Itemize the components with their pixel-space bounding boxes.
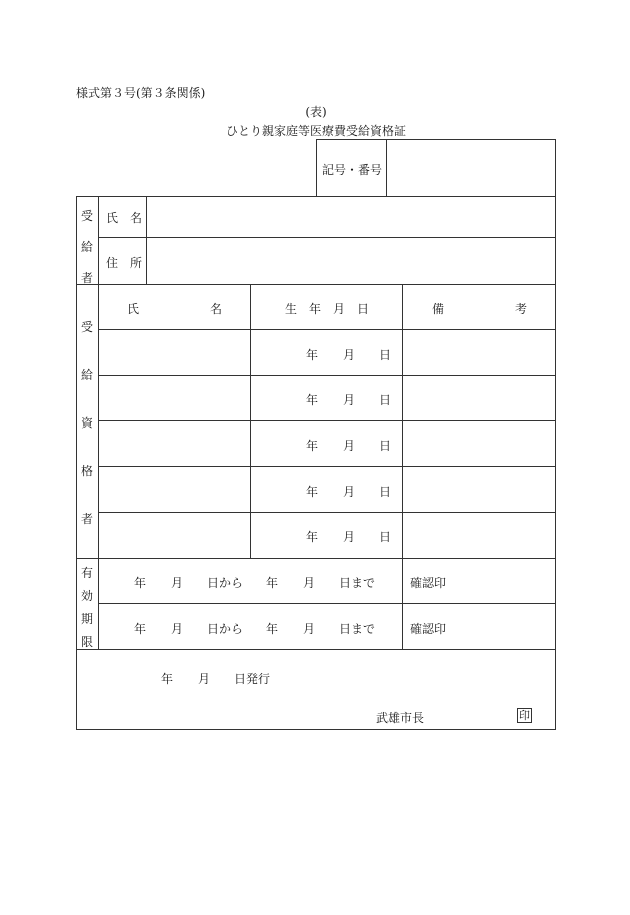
eligible-name-field[interactable] xyxy=(100,514,248,556)
birth-day: 日 xyxy=(379,485,392,499)
remarks-field[interactable] xyxy=(404,468,553,510)
form-label: 様式第３号(第３条関係) xyxy=(76,86,206,100)
remarks-field[interactable] xyxy=(404,422,553,464)
valid-until-year: 年 xyxy=(266,622,279,636)
header-remarks-left: 備 xyxy=(432,302,445,316)
birth-day: 日 xyxy=(379,439,392,453)
eligible-name-field[interactable] xyxy=(100,422,248,464)
seal-stamp: 印 xyxy=(519,709,530,722)
birth-year: 年 xyxy=(306,439,319,453)
birth-year: 年 xyxy=(306,393,319,407)
eligible-name-field[interactable] xyxy=(100,377,248,419)
record-number-label: 記号・番号 xyxy=(322,163,383,177)
valid-from-month: 月 xyxy=(171,576,184,590)
issuer-name: 武雄市長 xyxy=(376,711,425,725)
header-name-right: 名 xyxy=(210,302,223,316)
eligible-group-label: 受 給 資 格 者 xyxy=(80,320,93,526)
recipient-address-label: 住 所 xyxy=(106,256,143,270)
valid-until-day: 日まで xyxy=(339,576,376,590)
recipient-name-label: 氏 名 xyxy=(106,211,143,225)
recipient-address-field[interactable] xyxy=(148,239,553,283)
birth-day: 日 xyxy=(379,348,392,362)
header-remarks-right: 考 xyxy=(515,302,528,316)
confirm-seal-label: 確認印 xyxy=(410,622,447,636)
valid-until-year: 年 xyxy=(266,576,279,590)
birth-year: 年 xyxy=(306,485,319,499)
birth-month: 月 xyxy=(343,348,356,362)
birth-year: 年 xyxy=(306,530,319,544)
side-label: (表) xyxy=(305,105,327,119)
valid-from-year: 年 xyxy=(134,622,147,636)
header-birth: 生 年 月 日 xyxy=(285,302,370,316)
confirm-seal-label: 確認印 xyxy=(410,576,447,590)
recipient-name-field[interactable] xyxy=(148,198,553,236)
recipient-group-label: 受 給 者 xyxy=(80,209,93,285)
remarks-field[interactable] xyxy=(404,331,553,373)
issue-month: 月 xyxy=(198,672,211,686)
valid-from-year: 年 xyxy=(134,576,147,590)
eligible-name-field[interactable] xyxy=(100,331,248,373)
issue-year: 年 xyxy=(161,672,174,686)
birth-month: 月 xyxy=(343,439,356,453)
birth-day: 日 xyxy=(379,393,392,407)
valid-until-month: 月 xyxy=(303,576,316,590)
record-number-field[interactable] xyxy=(388,141,553,194)
form-title: ひとり親家庭等医療費受給資格証 xyxy=(225,124,407,138)
eligible-name-field[interactable] xyxy=(100,468,248,510)
issue-day: 日発行 xyxy=(234,672,271,686)
remarks-field[interactable] xyxy=(404,377,553,419)
birth-day: 日 xyxy=(379,530,392,544)
valid-from-month: 月 xyxy=(171,622,184,636)
valid-from-day: 日から xyxy=(207,622,244,636)
remarks-field[interactable] xyxy=(404,514,553,556)
validity-group-label: 有 効 期 限 xyxy=(80,566,93,649)
valid-until-day: 日まで xyxy=(339,622,376,636)
birth-month: 月 xyxy=(343,530,356,544)
header-name-left: 氏 xyxy=(127,302,140,316)
birth-month: 月 xyxy=(343,393,356,407)
valid-from-day: 日から xyxy=(207,576,244,590)
birth-year: 年 xyxy=(306,348,319,362)
valid-until-month: 月 xyxy=(303,622,316,636)
birth-month: 月 xyxy=(343,485,356,499)
